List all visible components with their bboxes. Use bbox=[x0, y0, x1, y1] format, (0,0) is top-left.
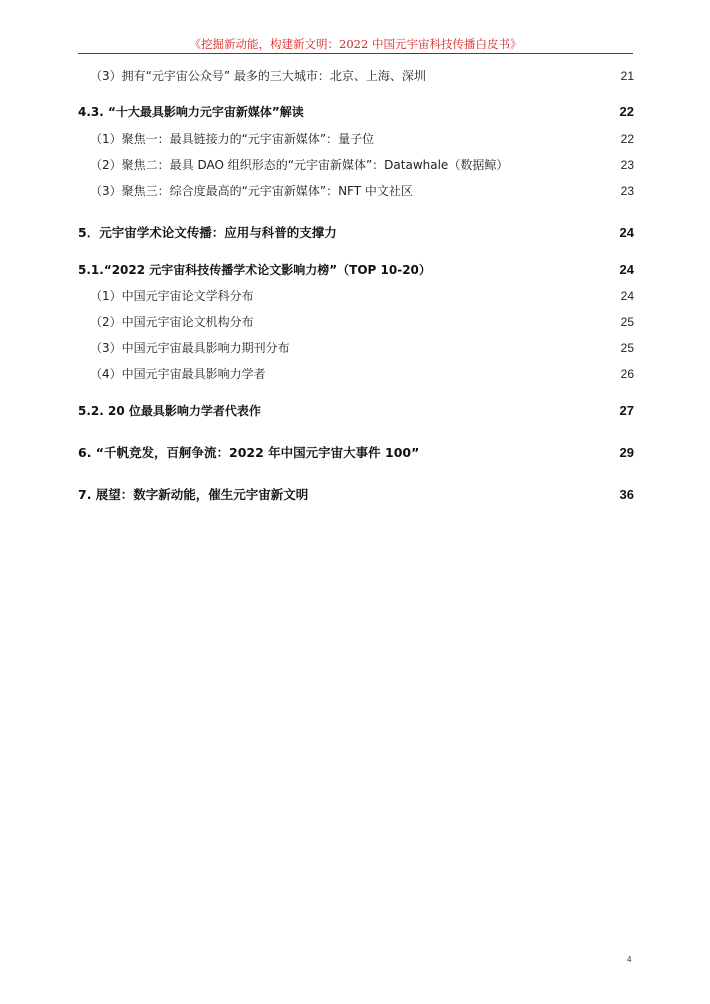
toc-entry-page: 21 bbox=[620, 69, 634, 83]
toc-entry-page: 25 bbox=[620, 315, 634, 329]
toc-entry-page: 27 bbox=[619, 403, 634, 418]
toc-entry-text: （3）聚焦三：综合度最高的“元宇宙新媒体”：NFT 中文社区 bbox=[90, 184, 413, 198]
toc-entry-text: （1）聚焦一：最具链接力的“元宇宙新媒体”：量子位 bbox=[90, 132, 375, 146]
toc-entry-text: 5．元宇宙学术论文传播：应用与科普的支撑力 bbox=[78, 225, 337, 240]
toc-entry-text: 4.3. “十大最具影响力元宇宙新媒体”解读 bbox=[78, 105, 304, 119]
toc-entry-text: （1）中国元宇宙论文学科分布 bbox=[90, 289, 254, 303]
toc-entry-text: （3）拥有“元宇宙公众号” 最多的三大城市：北京、上海、深圳 bbox=[90, 69, 426, 83]
page-header-title: 《挖掘新动能，构建新文明：2022 中国元宇宙科技传播白皮书》 bbox=[189, 37, 522, 51]
toc-entry-text: （2）中国元宇宙论文机构分布 bbox=[90, 315, 254, 329]
toc-entry-text: （3）中国元宇宙最具影响力期刊分布 bbox=[90, 341, 290, 355]
toc-entry-page: 24 bbox=[619, 262, 634, 277]
toc-entry-page: 36 bbox=[619, 487, 634, 502]
toc-entry[interactable] bbox=[78, 443, 634, 461]
toc-entry[interactable] bbox=[90, 156, 634, 173]
toc-entry-page: 22 bbox=[620, 132, 634, 146]
header-divider bbox=[78, 53, 633, 54]
toc-entry[interactable] bbox=[78, 261, 634, 278]
toc-entry[interactable] bbox=[90, 287, 634, 304]
toc-entry-page: 23 bbox=[620, 184, 634, 198]
toc-entry-text: （2）聚焦二：最具 DAO 组织形态的“元宇宙新媒体”：Datawhale（数据鲸） bbox=[90, 158, 509, 172]
toc-entry[interactable] bbox=[90, 130, 634, 147]
toc-entry[interactable] bbox=[90, 365, 634, 382]
toc-entry[interactable] bbox=[78, 223, 634, 241]
toc-entry[interactable] bbox=[90, 313, 634, 330]
toc-entry-page: 24 bbox=[619, 225, 634, 240]
toc-entry[interactable] bbox=[78, 103, 634, 120]
toc-entry[interactable] bbox=[90, 339, 634, 356]
toc-entry-page: 26 bbox=[620, 367, 634, 381]
toc-entry-page: 24 bbox=[620, 289, 634, 303]
toc-entry[interactable] bbox=[90, 182, 634, 199]
toc-entry-text: 5.1.“2022 元宇宙科技传播学术论文影响力榜”（TOP 10-20） bbox=[78, 263, 431, 277]
toc-entry[interactable] bbox=[78, 485, 634, 503]
toc-entry-page: 23 bbox=[620, 158, 634, 172]
toc-entry[interactable] bbox=[78, 402, 634, 419]
toc-entry-text: 7. 展望：数字新动能，催生元宇宙新文明 bbox=[78, 487, 309, 502]
toc-entry-text: 6. “千帆竞发，百舸争流：2022 年中国元宇宙大事件 100” bbox=[78, 445, 420, 460]
toc-entry-page: 25 bbox=[620, 341, 634, 355]
toc-entry-page: 29 bbox=[619, 445, 634, 460]
page-number: 4 bbox=[627, 955, 632, 964]
toc-entry-text: 5.2. 20 位最具影响力学者代表作 bbox=[78, 404, 261, 418]
toc-entry-page: 22 bbox=[619, 104, 634, 119]
toc-entry[interactable] bbox=[90, 67, 634, 84]
toc-entry-text: （4）中国元宇宙最具影响力学者 bbox=[90, 367, 266, 381]
